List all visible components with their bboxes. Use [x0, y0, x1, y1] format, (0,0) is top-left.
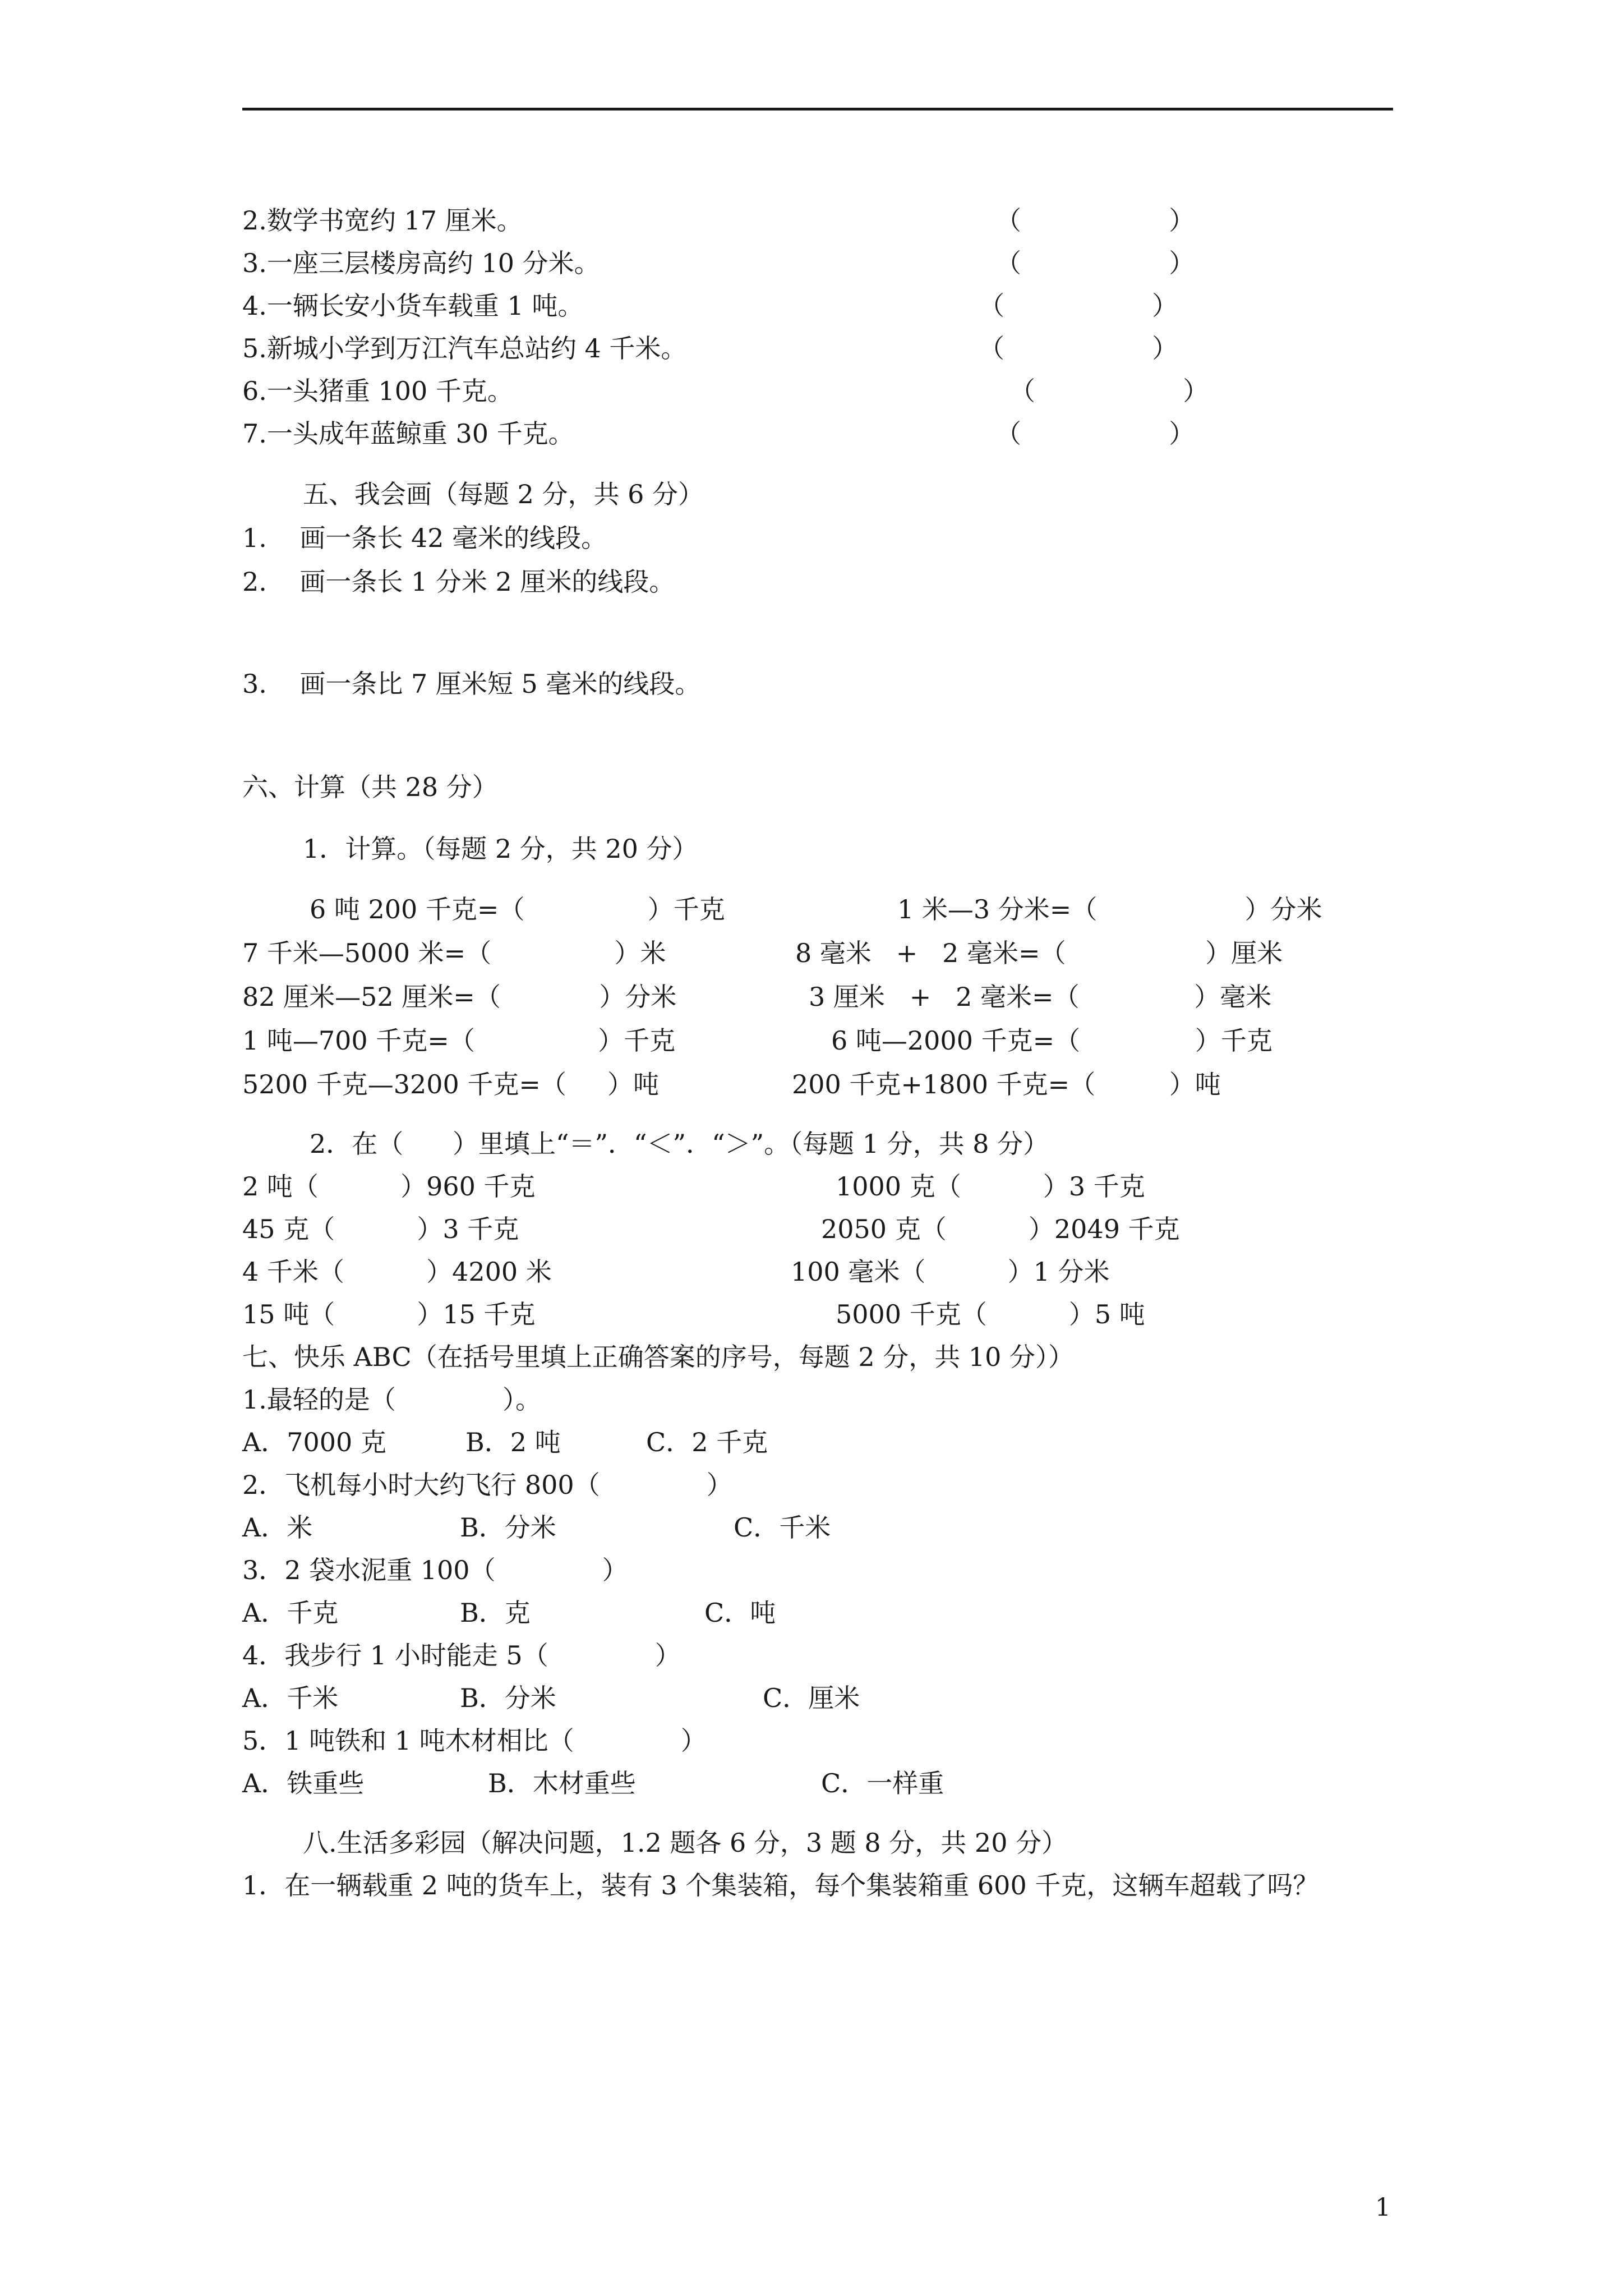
compare-right: 5000 千克（ ）5 吨 [836, 1299, 1145, 1329]
mc-question: 1.最轻的是（ ）。 [242, 1384, 541, 1415]
page-number: 1 [1375, 2193, 1391, 2222]
judge-item-paren[interactable]: （ ） [979, 291, 1178, 321]
mc-question: 5．1 吨铁和 1 吨木材相比（ ） [242, 1726, 707, 1756]
mc-option-a[interactable]: A．7000 克 [242, 1427, 386, 1457]
mc-question: 3．2 袋水泥重 100（ ） [242, 1555, 628, 1585]
calc-right: 8 毫米 + 2 毫米=（ ）厘米 [795, 938, 1283, 968]
mc-option-b[interactable]: B．分米 [460, 1683, 556, 1713]
compare-left: 15 吨（ ）15 千克 [242, 1299, 536, 1329]
section-title: 八.生活多彩园（解决问题，1.2 题各 6 分，3 题 8 分，共 20 分） [303, 1828, 1068, 1858]
judge-item-text: 4.一辆长安小货车载重 1 吨。 [242, 291, 584, 321]
draw-item: 2. 画一条长 1 分米 2 厘米的线段。 [242, 567, 675, 597]
calc-left: 82 厘米—52 厘米=（ ）分米 [242, 982, 677, 1012]
draw-item: 3. 画一条比 7 厘米短 5 毫米的线段。 [242, 669, 701, 699]
mc-option-c[interactable]: C．厘米 [763, 1683, 860, 1713]
mc-option-a[interactable]: A．米 [242, 1512, 313, 1543]
mc-option-a[interactable]: A．千克 [242, 1598, 339, 1628]
compare-right: 2050 克（ ）2049 千克 [821, 1214, 1180, 1244]
mc-option-b[interactable]: B．分米 [460, 1512, 556, 1543]
mc-question: 2．飞机每小时大约飞行 800（ ） [242, 1470, 732, 1500]
judge-item-text: 5.新城小学到万江汽车总站约 4 千米。 [242, 333, 687, 364]
judge-item-paren[interactable]: （ ） [995, 248, 1195, 278]
mc-option-a[interactable]: A．千米 [242, 1683, 339, 1713]
mc-option-c[interactable]: C．一样重 [821, 1768, 944, 1798]
calc-right: 3 厘米 + 2 毫米=（ ）毫米 [809, 982, 1272, 1012]
calc-right: 200 千克+1800 千克=（ ）吨 [792, 1069, 1221, 1099]
mc-option-b[interactable]: B．2 吨 [465, 1427, 561, 1457]
calc-right: 6 吨—2000 千克=（ ）千克 [831, 1025, 1272, 1056]
calc-right: 1 米—3 分米=（ ）分米 [897, 894, 1322, 924]
judge-item-text: 2.数学书宽约 17 厘米。 [242, 205, 523, 236]
word-problem: 1．在一辆载重 2 吨的货车上，装有 3 个集装箱，每个集装箱重 600 千克，这辆车超载了吗？ [242, 1870, 1319, 1901]
subsection-title: 2．在（ ）里填上“＝”．“＜”．“＞”。（每题 1 分，共 8 分） [310, 1129, 1049, 1159]
mc-option-b[interactable]: B．木材重些 [488, 1768, 636, 1798]
mc-option-c[interactable]: C．2 千克 [646, 1427, 768, 1457]
compare-right: 100 毫米（ ）1 分米 [791, 1257, 1110, 1287]
compare-right: 1000 克（ ）3 千克 [836, 1171, 1145, 1202]
mc-option-c[interactable]: C．千米 [734, 1512, 831, 1543]
section-title: 七、快乐 ABC（在括号里填上正确答案的序号，每题 2 分，共 10 分）） [242, 1342, 1074, 1372]
header-rule [242, 108, 1393, 111]
compare-left: 4 千米（ ）4200 米 [242, 1257, 552, 1287]
judge-item-paren[interactable]: （ ） [979, 333, 1178, 364]
judge-item-text: 6.一头猪重 100 千克。 [242, 376, 513, 406]
judge-item-text: 3.一座三层楼房高约 10 分米。 [242, 248, 600, 278]
subsection-title: 1．计算。（每题 2 分，共 20 分） [303, 834, 698, 864]
mc-question: 4．我步行 1 小时能走 5（ ） [242, 1640, 681, 1671]
judge-item-paren[interactable]: （ ） [995, 418, 1195, 449]
judge-item-paren[interactable]: （ ） [995, 205, 1195, 236]
section-title: 五、我会画（每题 2 分，共 6 分） [303, 479, 704, 509]
mc-option-b[interactable]: B．克 [460, 1598, 531, 1628]
calc-left: 6 吨 200 千克=（ ）千克 [310, 894, 725, 924]
judge-item-text: 7.一头成年蓝鲸重 30 千克。 [242, 418, 574, 449]
calc-left: 7 千米—5000 米=（ ）米 [242, 938, 666, 968]
compare-left: 45 克（ ）3 千克 [242, 1214, 519, 1244]
judge-item-paren[interactable]: （ ） [1009, 376, 1209, 406]
draw-item: 1. 画一条长 42 毫米的线段。 [242, 523, 607, 553]
mc-option-c[interactable]: C．吨 [704, 1598, 776, 1628]
section-title: 六、计算（共 28 分） [242, 772, 498, 802]
calc-left: 5200 千克—3200 千克=（ ）吨 [242, 1069, 660, 1099]
mc-option-a[interactable]: A．铁重些 [242, 1768, 365, 1798]
compare-left: 2 吨（ ）960 千克 [242, 1171, 536, 1202]
calc-left: 1 吨—700 千克=（ ）千克 [242, 1025, 676, 1056]
